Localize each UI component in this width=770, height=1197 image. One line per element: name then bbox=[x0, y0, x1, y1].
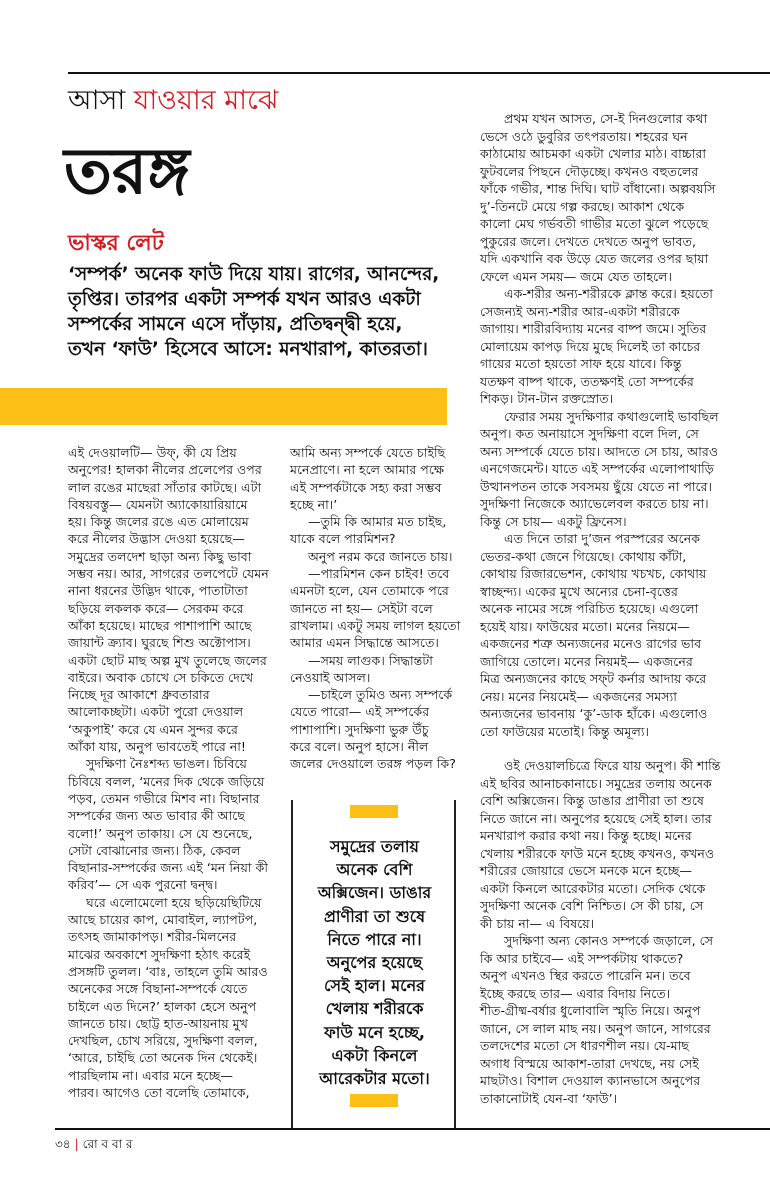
text-line: পারছিলাম না। এবার মনে হচ্ছে— bbox=[68, 1067, 234, 1083]
text-line: আলোকচ্ছটা। একটা পুরো দেওয়াল bbox=[68, 704, 244, 720]
text-line: জানতে চায়। ছোট্ট হাত-আয়নায় মুখ bbox=[68, 1015, 248, 1031]
text-line: অনুপ নরম করে জানতে চায়। bbox=[308, 548, 453, 564]
top-rule bbox=[68, 72, 770, 74]
text-line: ছড়িয়ে লকলক করে— সেরকম করে bbox=[68, 600, 244, 616]
text-line: রাখলাম। একটু সময় লাগল হয়তো bbox=[290, 617, 461, 633]
text-line: ‘সম্পর্ক’ অনেক ফাউ দিয়ে যায়। রাগের, আনন্দের, bbox=[68, 264, 440, 285]
text-line: পাশাপাশি। সুদক্ষিণা ভুরু উঁচু bbox=[290, 721, 429, 737]
text-line: সম্পর্কের জন্য অত ভাবার কী আছে bbox=[68, 808, 245, 824]
text-line: একটা ছোট মাছ অল্প মুখ তুলেছে জলের bbox=[68, 652, 267, 668]
paragraph bbox=[290, 548, 460, 565]
pull-quote-right-rule bbox=[454, 800, 456, 1129]
text-line: প্রসঙ্গটি তুলল। ‘বাঃ, তাহলে তুমি আরও bbox=[68, 963, 268, 979]
text-line: হয়। কিন্তু জলের রঙে এত মোলায়েম bbox=[68, 514, 249, 530]
text-line: ঘরে এলোমেলো হয়ে ছড়িয়েছিটিয়ে bbox=[86, 894, 262, 910]
page-footer bbox=[55, 1136, 132, 1156]
text-line: একজনের শত্রু অন্যজনের মনেও রাগের ভাব bbox=[480, 636, 702, 651]
text-line: এত দিনে তারা দু’জন পরস্পরের অনেক bbox=[504, 531, 701, 546]
text-line: জানতে না হয়— সেইটা বলে bbox=[290, 600, 433, 616]
text-line: সুদক্ষিণা নিজেকে অ্যাভেলেবল করতে চায় না। bbox=[480, 496, 709, 511]
paragraph bbox=[480, 110, 745, 285]
paragraph bbox=[480, 757, 745, 932]
text-line: কিন্তু সে চায়— একটু ফ্রিনেস। bbox=[480, 513, 627, 529]
text-line: হয়েই যায়। ফাউয়ের মতো। মনের নিয়মে— bbox=[480, 618, 690, 634]
paragraph bbox=[480, 408, 745, 531]
text-line: অনুপের হয়েছে bbox=[326, 953, 423, 973]
text-line: করে বলে। অনুপ হাসে। নীল bbox=[290, 739, 429, 755]
text-line: হচ্ছে না।’ bbox=[290, 496, 338, 512]
text-line: আরেকটার মতো। bbox=[319, 1069, 430, 1089]
body-column-left bbox=[68, 444, 273, 1101]
pull-quote-top-bar bbox=[350, 805, 398, 818]
text-line: খেলায় শরীরকে bbox=[325, 999, 424, 1019]
text-line: সুদক্ষিণা নৈঃশব্দ্য ভাঙল। চিবিয়ে bbox=[86, 756, 247, 772]
text-line: এক-শরীর অন্য-শরীরকে ক্লান্ত করে। হয়তো bbox=[504, 286, 713, 301]
series-title-prefix: আসা bbox=[68, 85, 126, 116]
text-line: নিতে পারে না। bbox=[327, 929, 422, 949]
text-line: —চাইলে তুমিও অন্য সম্পর্কে bbox=[308, 687, 453, 703]
pull-quote-bottom-bar bbox=[350, 1094, 398, 1107]
text-line: ভেতর-কথা জেনে গিয়েছে। কোথায় কাঁটা, bbox=[480, 548, 687, 564]
text-line: প্রথম যখন আসত, সে-ই দিনগুলোর কথা bbox=[504, 111, 708, 126]
text-line: কোথায় রিজারভেশন, কোথায় খচখচ, কোথায় bbox=[480, 566, 707, 581]
text-line: ফাউ মনে হচ্ছে, bbox=[324, 1022, 425, 1042]
text-line: সেটা বোঝানোর জন্য। ঠিক, কেবল bbox=[68, 842, 241, 858]
text-line: মাঝের অবকাশে সুদক্ষিণা হঠাৎ করেই bbox=[68, 946, 251, 962]
paragraph bbox=[290, 565, 460, 651]
yellow-accent-bar bbox=[0, 388, 447, 425]
footer-separator: | bbox=[74, 1137, 79, 1151]
paragraph bbox=[290, 686, 460, 772]
paragraph bbox=[290, 513, 460, 548]
text-line: অন্য সম্পর্কে যেতে চায়। আদতে সে চায়, আরও bbox=[480, 443, 719, 459]
text-line: অগাধ বিস্ময়ে আকাশ-তারা দেখছে, নয় সেই bbox=[480, 1055, 699, 1071]
text-line: এই দেওয়ালটি— উফ্, কী যে প্রিয় bbox=[68, 445, 237, 460]
text-line: যেতে পারো— এই সম্পর্কের bbox=[290, 704, 430, 720]
text-line: আঁকা হয়েছে। মাছের পাশাপাশি আছে bbox=[68, 617, 252, 633]
text-line: উত্থানপতন তাকে সবসময় ছুঁয়ে যেতে না পারে। bbox=[480, 478, 713, 494]
paragraph bbox=[68, 444, 273, 755]
text-line: করিব’— সে এক পুরনো দ্বন্দ্ব। bbox=[68, 877, 218, 893]
text-line: মোলায়েম কাপড় দিয়ে মুছে দিলেই তা কাচের bbox=[480, 338, 701, 354]
text-line: এই ছবির আনাচকানাচে। সমুদ্রের তলায় অনেক bbox=[480, 775, 712, 791]
text-line: তলদেশের মতো সে ধারণশীল নয়। যে-মাছ bbox=[480, 1038, 689, 1054]
body-column-right bbox=[480, 110, 745, 1107]
text-line: ইচ্ছে করছে তার— এবার বিদায় নিতে। bbox=[480, 985, 671, 1001]
series-title bbox=[68, 80, 278, 125]
text-line: লাল রঙের মাছেরা সাঁতার কাটছে। এটা bbox=[68, 479, 262, 495]
text-line: বেশি অক্সিজেন। কিন্তু ডাঙার প্রাণীরা তা শুষে bbox=[480, 793, 704, 809]
text-line: অনুপ এখনও স্থির করতে পারেনি মন। তবে bbox=[480, 968, 691, 984]
text-line: নিচ্ছে দূর আকাশে ধ্রুবতারার bbox=[68, 687, 210, 703]
text-line: মিত্র অন্যজনের কাছে সফ্‌ট কর্নার আদায় করে bbox=[480, 671, 707, 686]
text-line: তো ফাউয়ের মতোই। কিন্তু অমূল্য। bbox=[480, 723, 650, 739]
text-line: যদি একখানি বক উড়ে যেত জলের ওপর ছায়া bbox=[480, 251, 709, 266]
text-line: মাছটাও। বিশাল দেওয়াল ক্যানভাসে অনুপের bbox=[480, 1073, 701, 1089]
text-line: চাইলে এত দিনে?’ হালকা হেসে অনুপ bbox=[68, 998, 257, 1014]
text-line: জলের দেওয়ালে তরঙ্গ পড়ল কি? bbox=[290, 756, 456, 772]
text-line: তৎসহ জামাকাপড়। শরীর-মিলনের bbox=[68, 929, 237, 945]
text-line: নিতে জানে না। অনুপের হয়েছে সেই হাল। তার bbox=[480, 810, 712, 826]
text-line: এমনটা হলে, যেন তোমাকে পরে bbox=[290, 583, 449, 599]
article-intro bbox=[68, 262, 458, 362]
text-line: দু’-তিনটে মেয়ে গল্প করছে। আকাশ থেকে bbox=[480, 198, 685, 214]
text-line: যাকে বলে পারমিশন? bbox=[290, 531, 396, 547]
text-line: যতক্ষণ বাষ্প থাকে, ততক্ষণই তো সম্পর্কের bbox=[480, 373, 694, 389]
paragraph bbox=[480, 285, 745, 408]
text-line: কাঠামোয় আচমকা একটা খেলার মাঠ। বাচ্চারা bbox=[480, 146, 707, 161]
text-line: সেই হাল। মনের bbox=[324, 976, 425, 996]
text-line: ওই দেওয়ালচিত্রে ফিরে যায় অনুপ। কী শান্তি bbox=[504, 758, 721, 774]
text-line: মনখারাপ করার কথা নয়। কিন্তু হচ্ছে। মনের bbox=[480, 828, 692, 844]
pull-quote bbox=[296, 835, 453, 1090]
text-line: জাগায়। শারীরবিদ্যায় মনের বাষ্প জমে। সুতির bbox=[480, 321, 707, 336]
text-line: এই সম্পর্কটাকে সহ্য করা সম্ভব bbox=[290, 479, 442, 495]
text-line: অনুপের! হালকা নীলের প্রলেপের ওপর bbox=[68, 462, 262, 478]
text-line: আমার এমন সিদ্ধান্তে আসতে। bbox=[290, 635, 439, 651]
text-line: নেয়। মনের নিয়মেই— একজনের সমস্যা bbox=[480, 688, 677, 704]
text-line: দেখছিল, চোখ সরিয়ে, সুদক্ষিণা বলল, bbox=[68, 1033, 258, 1049]
text-line: কালো মেঘ গর্ভবতী গাভীর মতো ঝুলে পড়েছে bbox=[480, 216, 709, 231]
text-line: সুদক্ষিণা অনেক বেশি নিশ্চিত। সে কী চায়, সে bbox=[480, 898, 704, 914]
text-line: তাকানোটাই যেন-বা ‘ফাউ’। bbox=[480, 1090, 618, 1106]
text-line: —তুমি কি আমার মত চাইছ, bbox=[308, 514, 447, 530]
text-line: বাইরে। অবাক চোখে সে চকিতে দেখে bbox=[68, 669, 254, 685]
text-line: অনেক নামের সঙ্গে পরিচিত হয়েছে। এগুলো bbox=[480, 601, 699, 616]
text-line: প্রাণীরা তা শুষে bbox=[323, 906, 426, 926]
pull-quote-left-rule bbox=[291, 800, 293, 1129]
text-line: বিছানার-সম্পর্কের জন্য এই ‘মন নিয়া কী bbox=[68, 860, 268, 876]
bottom-rule bbox=[55, 1128, 770, 1130]
text-line: এনগেজমেন্ট। যাতে এই সম্পর্কের এলোপাথাড়ি bbox=[480, 461, 714, 476]
text-line: ভেসে ওঠে ডুবুরির তৎপরতায়। শহরের ঘন bbox=[480, 128, 688, 144]
article-title: তরঙ্গ bbox=[64, 135, 190, 209]
text-line: নেওয়াই আসল। bbox=[290, 669, 371, 685]
text-line: করে নীলের উদ্ভাস দেওয়া হয়েছে— bbox=[68, 531, 245, 547]
text-line: অনেকের সঙ্গে বিছানা-সম্পর্কে যেতে bbox=[68, 981, 248, 997]
text-line: একটা কিনলে আরেকটার মতো। সেদিক থেকে bbox=[480, 880, 706, 896]
text-line: আমি অন্য সম্পর্কে যেতে চাইছি bbox=[290, 445, 446, 460]
text-line: সুদক্ষিণা অন্য কোনও সম্পর্কে জড়ালে, সে bbox=[504, 933, 714, 949]
paragraph-gap bbox=[480, 740, 745, 757]
text-line: অন্যজনের ভাবনায় ‘কু’-ডাক হাঁকে। এগুলোও bbox=[480, 706, 708, 721]
paragraph bbox=[68, 755, 273, 893]
text-line: আঁকা যায়, অনুপ ভাবতেই পারে না! bbox=[68, 739, 246, 755]
text-line: নানা ধরনের উদ্ভিদ থাকে, পাতাটাতা bbox=[68, 583, 248, 599]
text-line: গায়ের মতো হয়তো সাফ হয়ে যাবে। কিন্তু bbox=[480, 356, 682, 371]
text-line: বলো!’ অনুপ তাকায়। সে যে শুনেছে, bbox=[68, 825, 253, 841]
text-line: বিষয়বস্তু— যেমনটা অ্যাকোয়ারিয়ামে bbox=[68, 496, 248, 512]
text-line: একটা কিনলে bbox=[331, 1045, 418, 1065]
text-line: ফেলে এমন সময়— জমে যেত তাহলে। bbox=[480, 268, 672, 284]
text-line: স্বাচ্ছন্দ্য। একের মুখে অন্যের চেনা-বৃত্তের bbox=[480, 583, 678, 599]
text-line: পড়ব, তেমন গভীরে মিশব না। বিছানার bbox=[68, 790, 260, 806]
text-line: শরীরের জোয়ারে ভেসে মনকে মনে হচ্ছে— bbox=[480, 863, 693, 879]
text-line: কি আর চাইবে— এই সম্পর্কটায় থাকতে? bbox=[480, 950, 684, 966]
text-line: ‘অকুপাই’ করে যে এমন সুন্দর করে bbox=[68, 721, 238, 737]
text-line: ফেরার সময় সুদক্ষিণার কথাগুলোই ভাবছিল bbox=[504, 408, 719, 424]
page-number: ৩৪ bbox=[55, 1137, 71, 1151]
paragraph bbox=[480, 530, 745, 740]
paragraph bbox=[480, 932, 745, 1107]
article-author: ভাস্কর লেট bbox=[68, 231, 164, 256]
text-line: —সময় লাগুক। সিদ্ধান্তটা bbox=[308, 652, 433, 668]
text-line: অক্সিজেন। ডাঙার bbox=[317, 883, 432, 903]
text-line: তৃপ্তির। তারপর একটা সম্পর্ক যখন আরও একটা bbox=[68, 289, 421, 310]
paragraph bbox=[290, 444, 460, 513]
text-line: তখন ‘ফাউ’ হিসেবে আসে: মনখারাপ, কাতরতা। bbox=[68, 339, 428, 360]
text-line: সম্ভব নয়। আর, সাগরের তলপেটে যেমন bbox=[68, 566, 269, 582]
text-line: ফুটবলের পিছনে দৌড়চ্ছে। কখনও বহুতলের bbox=[480, 163, 699, 179]
publication-name: রো ব বা র bbox=[82, 1137, 133, 1151]
text-line: সমুদ্রের তলায় bbox=[330, 837, 419, 856]
text-line: অনুপ। কত অনায়াসে সুদক্ষিণা বলে দিল, সে bbox=[480, 426, 699, 441]
text-line: সেজন্যই অন্য-শরীর আর-একটা শরীরকে bbox=[480, 303, 680, 319]
text-line: পারব। আগেও তো বলেছি তোমাকে, bbox=[68, 1084, 250, 1100]
text-line: আছে চায়ের কাপ, মোবাইল, ল্যাপটপ, bbox=[68, 912, 258, 928]
text-line: ফাঁকে গভীর, শান্ত দিঘি। ঘাট বাঁধানো। অল্পবয়সি bbox=[480, 181, 716, 196]
text-line: পুকুরের জলে। দেখতে দেখতে অনুপ ভাবত, bbox=[480, 233, 696, 249]
text-line: কী চায় না— এ বিষয়ে। bbox=[480, 915, 595, 931]
text-line: অনেক বেশি bbox=[336, 860, 413, 880]
text-line: —পারমিশন কেন চাইব! তবে bbox=[308, 566, 450, 582]
paragraph bbox=[290, 652, 460, 687]
text-line: ‘আরে, চাইছি তো অনেক দিন থেকেই। bbox=[68, 1050, 258, 1066]
text-line: জায়ান্ট ক্র্যাব। ঘুরছে শিশু অক্টোপাস। bbox=[68, 635, 251, 651]
series-title-highlight: যাওয়ার মাঝে bbox=[133, 85, 279, 116]
text-line: খেলায় শরীরকে ফাউ মনে হচ্ছে কখনও, কখনও bbox=[480, 845, 715, 861]
text-line: সমুদ্রের তলদেশ ছাড়া অন্য কিছু ভাবা bbox=[68, 548, 252, 564]
text-line: মনেপ্রাণে। না হলে আমার পক্ষে bbox=[290, 462, 445, 478]
text-line: শীত-গ্রীষ্ম-বর্ষার ধুলোবালি স্মৃতি নিয়ে। অনুপ bbox=[480, 1003, 701, 1019]
text-line: জাগিয়ে তোলে। মনের নিয়মই— একজনের bbox=[480, 653, 693, 669]
text-line: চিবিয়ে বলল, ‘মনের দিক থেকে জড়িয়ে bbox=[68, 773, 265, 789]
paragraph bbox=[68, 894, 273, 1102]
body-column-middle bbox=[290, 444, 460, 773]
text-line: জানে, সে লাল মাছ নয়। অনুপ জানে, সাগরের bbox=[480, 1020, 711, 1036]
text-line: শিকড়। টান-টান রক্তস্রোত। bbox=[480, 391, 614, 406]
text-line: সম্পর্কের সামনে এসে দাঁড়ায়, প্রতিদ্বন্দ্বী হয়ে, bbox=[68, 314, 403, 335]
